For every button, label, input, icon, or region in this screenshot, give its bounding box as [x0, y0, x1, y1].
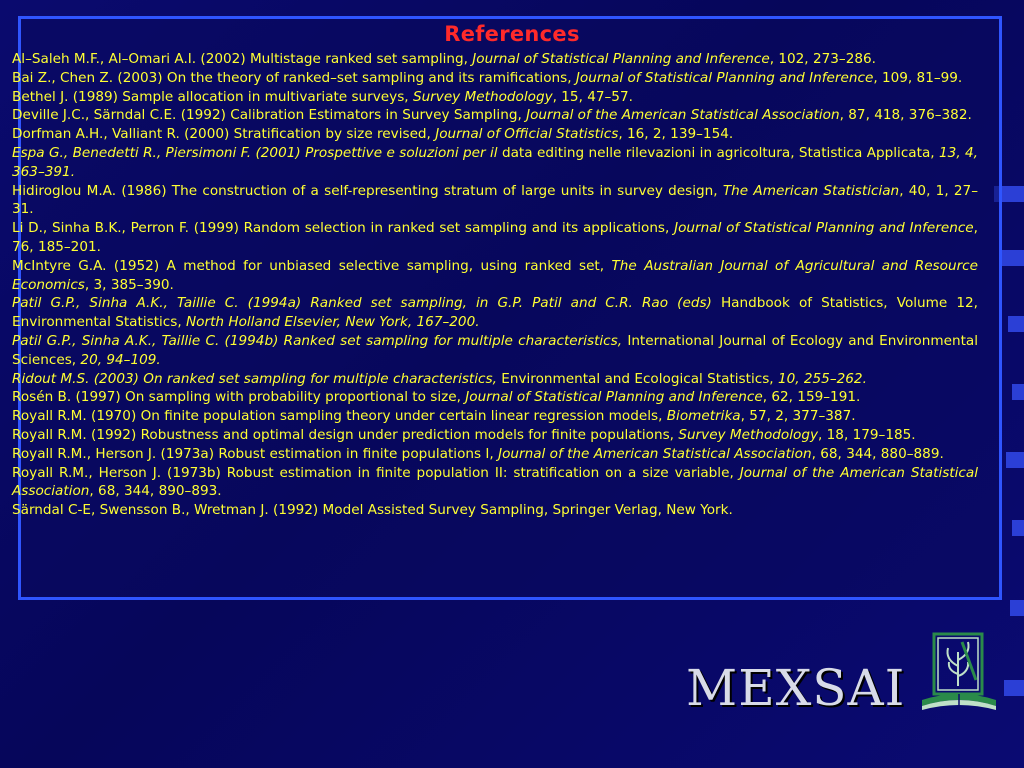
mexsai-logo-text: MEXSAI [686, 659, 906, 717]
reference-segment: , 76, 185–201. [12, 220, 978, 255]
stripe [1012, 384, 1024, 400]
reference-segment: Environmental and Ecological Statistics, [501, 370, 778, 387]
reference-entry [12, 69, 978, 88]
reference-entry [12, 426, 978, 445]
reference-segment: , 15, 47–57. [552, 88, 633, 105]
reference-italic-segment: Journal of Statistical Planning and Inference [575, 69, 874, 86]
reference-italic-segment: Journal of Statistical Planning and Inference [465, 389, 763, 406]
reference-segment: , 18, 179–185. [818, 426, 916, 443]
reference-segment: Royall R.M. (1992) Robustness and optimal design under prediction models for finite populations, [12, 426, 679, 443]
reference-segment: Royall R.M. (1970) On finite population sampling theory under certain linear regression models, [12, 408, 667, 425]
reference-entry [12, 106, 978, 125]
reference-segment: International Journal of Ecology and Environmental Sciences, [12, 332, 979, 368]
reference-italic-segment: Survey Methodology [678, 426, 818, 443]
reference-entry [12, 257, 978, 295]
reference-segment: Hidiroglou M.A. (1986) The construction of a self-representing stratum of large units in survey design, [12, 182, 723, 199]
reference-segment: , 62, 159–191. [762, 389, 861, 406]
reference-italic-segment: Espa G., Benedetti R., Piersimoni F. (2001) Prospettive e soluzioni per il [12, 144, 502, 161]
reference-italic-segment: Journal of Statistical Planning and Inference [674, 220, 974, 237]
reference-entry [12, 144, 978, 182]
reference-segment: Handbook of Statistics, Volume 12, Environmental Statistics, [12, 295, 978, 331]
stripe [1012, 520, 1024, 536]
stripe [1002, 250, 1024, 266]
reference-italic-segment: Journal of Statistical Planning and Inference [472, 51, 770, 67]
reference-segment: McIntyre G.A. (1952) A method for unbiased selective sampling, using ranked set, [12, 257, 612, 274]
reference-italic-segment: Patil G.P., Sinha A.K., Taillie C. (1994b) Ranked set sampling for multiple characteristics, [12, 332, 628, 349]
reference-italic-segment: 10, 255–262. [777, 370, 867, 387]
reference-entry [12, 332, 978, 370]
stripe [1004, 680, 1024, 696]
reference-italic-segment: Journal of the American Statistical Association [526, 107, 840, 124]
reference-italic-segment: Survey Methodology [412, 88, 553, 105]
reference-entry [12, 501, 978, 520]
reference-entry [12, 445, 978, 464]
reference-entry [12, 125, 978, 144]
reference-italic-segment: North Holland Elsevier, New York, 167–200. [186, 314, 480, 331]
reference-segment: Deville J.C., Särndal C.E. (1992) Calibration Estimators in Survey Sampling, [12, 107, 527, 124]
reference-segment: Särndal C-E, Swensson B., Wretman J. (1992) Model Assisted Survey Sampling, Springer Verlag, New York. [12, 502, 733, 519]
reference-italic-segment: Patil G.P., Sinha A.K., Taillie C. (1994a) Ranked set sampling, in G.P. Patil and C.R. Rao (eds) [12, 295, 721, 312]
reference-entry [12, 370, 978, 389]
reference-entry [12, 182, 978, 220]
stripe [1006, 452, 1024, 468]
reference-entry [12, 464, 978, 502]
reference-italic-segment: Journal of the American Statistical Association [12, 464, 978, 500]
reference-italic-segment: 13, 4, 363–391. [12, 144, 978, 180]
reference-entry [12, 50, 978, 69]
reference-segment: , 16, 2, 139–154. [618, 126, 734, 143]
reference-segment: , 3, 385–390. [84, 276, 174, 293]
reference-segment: Rosén B. (1997) On sampling with probability proportional to size, [12, 389, 466, 406]
reference-italic-segment: 20, 94–109. [80, 351, 161, 368]
reference-segment: Dorfman A.H., Valliant R. (2000) Stratification by size revised, [12, 126, 436, 143]
reference-segment: , 68, 344, 890–893. [89, 483, 222, 500]
reference-segment: Li D., Sinha B.K., Perron F. (1999) Random selection in ranked set sampling and its applications, [12, 220, 675, 237]
references-list [12, 50, 978, 520]
reference-segment: , 40, 1, 27–31. [12, 182, 979, 218]
reference-entry [12, 88, 978, 107]
slide-title: References [444, 22, 580, 46]
reference-segment: , 87, 418, 376–382. [839, 107, 972, 124]
reference-italic-segment: Journal of Official Statistics [435, 126, 619, 143]
reference-segment: , 57, 2, 377–387. [740, 408, 856, 425]
reference-segment: Royall R.M., Herson J. (1973a) Robust estimation in finite populations I, [12, 445, 499, 462]
stripe [1008, 316, 1024, 332]
reference-italic-segment: The Australian Journal of Agricultural and Resource Economics [12, 257, 978, 293]
reference-italic-segment: Ridout M.S. (2003) On ranked set sampling for multiple characteristics, [12, 370, 502, 387]
reference-italic-segment: Biometrika [666, 408, 741, 425]
reference-entry [12, 294, 978, 332]
stripe [1010, 600, 1024, 616]
reference-entry [12, 407, 978, 426]
reference-segment: data editing nelle rilevazioni in agricoltura, Statistica Applicata, [501, 144, 940, 161]
reference-segment: Bethel J. (1989) Sample allocation in multivariate surveys, [12, 88, 413, 105]
reference-italic-segment: Journal of the American Statistical Association [498, 445, 812, 462]
reference-segment: Al–Saleh M.F., Al–Omari A.I. (2002) Multistage ranked set sampling, [12, 51, 473, 67]
reference-italic-segment: The American Statistician [722, 182, 900, 199]
reference-entry [12, 219, 978, 257]
reference-segment: , 109, 81–99. [873, 69, 963, 86]
reference-segment: Royall R.M., Herson J. (1973b) Robust estimation in finite population II: stratification on a size variable, [12, 464, 740, 481]
reference-segment: , 102, 273–286. [769, 51, 876, 67]
reference-entry [12, 388, 978, 407]
reference-segment: , 68, 344, 880–889. [811, 445, 944, 462]
reference-segment: Bai Z., Chen Z. (2003) On the theory of ranked–set sampling and its ramifications, [12, 69, 576, 86]
book-plant-emblem-icon [918, 630, 1000, 716]
